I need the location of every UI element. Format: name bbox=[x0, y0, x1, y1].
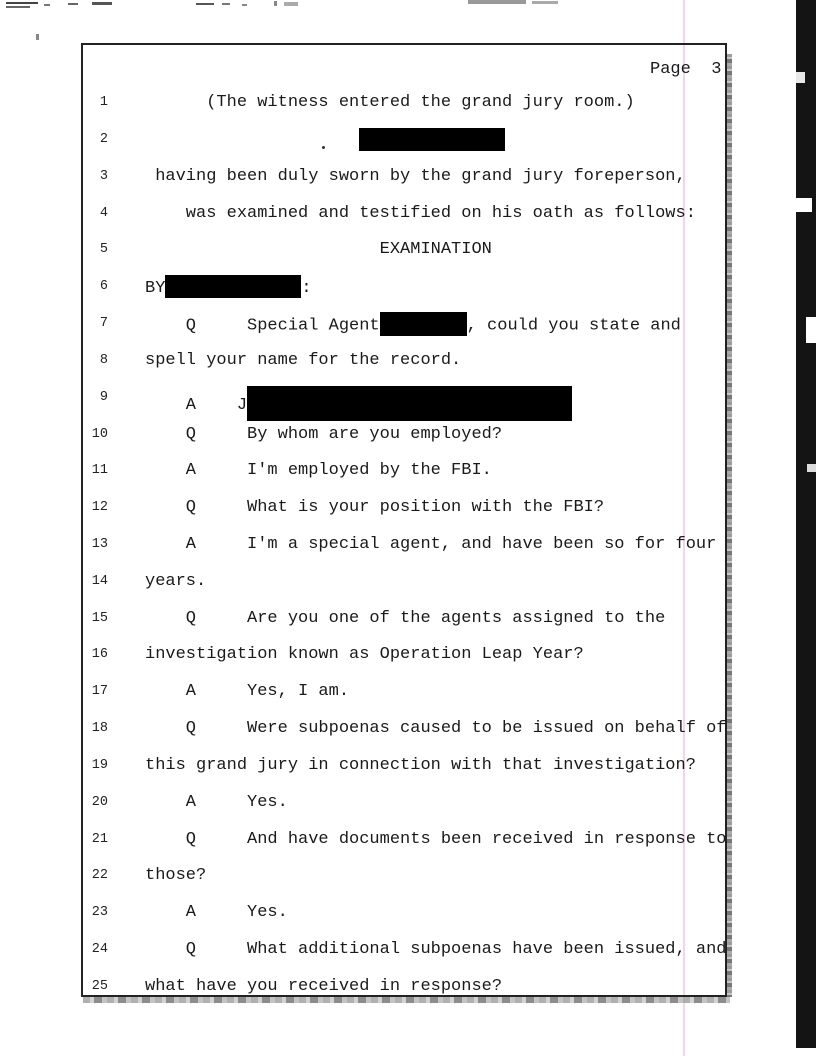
line-text: A Yes. bbox=[145, 792, 288, 812]
line-number: 7 bbox=[99, 316, 108, 331]
line-number: 12 bbox=[91, 500, 108, 516]
line-text: A Yes. bbox=[145, 903, 288, 923]
line-text: Q Special Agent , could you state and bbox=[145, 313, 681, 337]
line-number: 4 bbox=[99, 205, 108, 221]
line-text: this grand jury in connection with that investigation? bbox=[145, 755, 696, 775]
line-number: 17 bbox=[91, 684, 108, 700]
transcript-line bbox=[0, 460, 816, 497]
line-number: 18 bbox=[91, 721, 108, 737]
transcript-line bbox=[0, 313, 816, 350]
redaction-bar bbox=[165, 275, 301, 298]
line-text: A I'm a special agent, and have been so for four bbox=[145, 535, 717, 554]
line-text: what have you received in response? bbox=[145, 976, 503, 996]
transcript-line bbox=[0, 350, 816, 387]
transcript-line bbox=[0, 92, 816, 129]
transcript-line bbox=[0, 534, 816, 571]
transcript-line bbox=[0, 203, 816, 240]
transcript-line bbox=[0, 829, 816, 866]
line-text: those? bbox=[145, 866, 207, 886]
line-text: investigation known as Operation Leap Year? bbox=[145, 645, 584, 665]
line-number: 5 bbox=[99, 242, 108, 258]
transcript-line bbox=[0, 424, 816, 461]
transcript-line bbox=[0, 571, 816, 608]
transcript-line bbox=[0, 387, 816, 424]
line-text: (The witness entered the grand jury room.) bbox=[145, 93, 635, 112]
line-number: 22 bbox=[91, 868, 108, 884]
transcript-line bbox=[0, 681, 816, 718]
transcript-line bbox=[0, 166, 816, 203]
line-number: 9 bbox=[99, 389, 108, 405]
line-text: A I'm employed by the FBI. bbox=[145, 461, 492, 481]
line-number: 15 bbox=[91, 610, 108, 626]
transcript-line bbox=[0, 755, 816, 792]
transcript-line bbox=[0, 976, 816, 1013]
transcript-line bbox=[0, 129, 816, 166]
redaction-bar bbox=[359, 128, 505, 151]
line-number: 10 bbox=[91, 426, 108, 442]
line-number: 24 bbox=[91, 942, 108, 958]
transcript-line bbox=[0, 644, 816, 681]
line-number: 1 bbox=[99, 95, 108, 110]
page-number: Page 3 bbox=[650, 60, 722, 79]
transcript-line bbox=[0, 239, 816, 276]
line-number: 6 bbox=[99, 279, 108, 295]
transcript-line bbox=[0, 939, 816, 976]
line-text: having been duly sworn by the grand jury foreperson, bbox=[145, 166, 686, 186]
line-text: spell your name for the record. bbox=[145, 350, 462, 370]
line-text: A Yes, I am. bbox=[145, 682, 350, 702]
line-text: was examined and testified on his oath as follows: bbox=[145, 203, 696, 223]
line-text bbox=[145, 129, 505, 152]
line-text: Q And have documents been received in response to bbox=[145, 829, 727, 849]
redaction-bar bbox=[247, 386, 572, 421]
transcript-line bbox=[0, 865, 816, 902]
line-number: 14 bbox=[91, 573, 108, 589]
transcript-line bbox=[0, 718, 816, 755]
line-text: Q Were subpoenas caused to be issued on behalf of bbox=[145, 719, 727, 739]
line-text: Q By whom are you employed? bbox=[145, 424, 503, 444]
line-number: 20 bbox=[91, 794, 108, 810]
line-number: 19 bbox=[91, 757, 108, 773]
line-number: 25 bbox=[91, 978, 108, 994]
transcript-line bbox=[0, 902, 816, 939]
line-number: 11 bbox=[91, 463, 108, 479]
line-text: years. bbox=[145, 571, 207, 591]
line-text: Q What additional subpoenas have been issued, and bbox=[145, 940, 727, 960]
line-number: 8 bbox=[99, 352, 108, 368]
transcript-line bbox=[0, 608, 816, 645]
line-number: 23 bbox=[91, 905, 108, 921]
line-text: EXAMINATION bbox=[145, 240, 492, 260]
transcript-line bbox=[0, 497, 816, 534]
line-number: 3 bbox=[99, 168, 108, 184]
line-number: 16 bbox=[91, 647, 108, 663]
line-number: 2 bbox=[99, 131, 108, 147]
line-number: 13 bbox=[91, 537, 108, 552]
redaction-bar bbox=[380, 312, 467, 336]
line-text: A J bbox=[145, 387, 572, 422]
transcript-line bbox=[0, 276, 816, 313]
line-text: BY : bbox=[145, 276, 312, 299]
transcript-line bbox=[0, 792, 816, 829]
line-text: Q What is your position with the FBI? bbox=[145, 498, 605, 518]
line-text: Q Are you one of the agents assigned to the bbox=[145, 608, 666, 628]
line-number: 21 bbox=[91, 831, 108, 847]
